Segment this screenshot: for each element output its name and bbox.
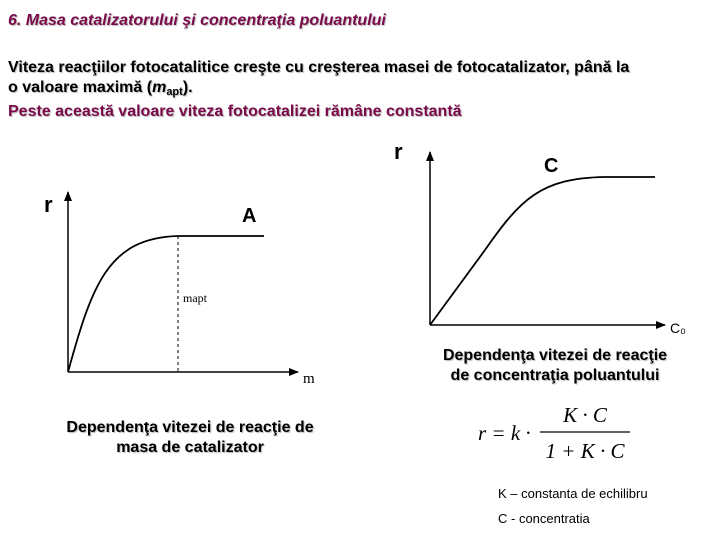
body-line-2-subscript: apt <box>166 86 183 98</box>
caption-graph-a-line1: Dependenţa vitezei de reacţie de <box>66 419 314 436</box>
graph-c-curve-label: C <box>544 155 559 177</box>
caption-graph-a <box>40 418 340 458</box>
formula-denominator: 1 + K · C <box>545 439 625 463</box>
graph-a-y-label: r <box>44 192 53 217</box>
body-line-3: Peste această valoare viteza fotocatalizei rămâne constantă <box>8 103 462 120</box>
graph-c-x-label: C₀ <box>670 320 686 336</box>
body-line-2-suffix: ). <box>182 79 193 96</box>
graph-c-y-label: r <box>394 139 403 164</box>
graph-a-curve-label: A <box>242 205 257 227</box>
legend-c: C - concentratia <box>498 511 590 526</box>
graph-a-mapt-label: mapt <box>183 291 207 305</box>
caption-graph-a-line2: masa de catalizator <box>116 439 264 456</box>
caption-graph-c-line1: Dependenţa vitezei de reacţie <box>442 347 668 364</box>
body-line-2-prefix: o valoare maximă ( <box>8 79 153 96</box>
legend-k: K – constanta de echilibru <box>498 486 648 501</box>
caption-graph-c-line2: de concentraţia poluantului <box>450 367 660 384</box>
rate-formula <box>470 398 670 468</box>
body-line-2-variable: m <box>152 79 167 96</box>
formula-lhs: r = k · <box>478 421 531 445</box>
slide-title: 6. Masa catalizatorului şi concentraţia poluantului <box>8 12 386 29</box>
formula-numerator: K · C <box>563 403 607 427</box>
body-line-1: Viteza reacţiilor fotocatalitice creşte cu creşterea masei de fotocatalizator, până la <box>8 59 630 76</box>
graph-c-curve <box>430 177 655 325</box>
graph-a-x-label: m <box>303 371 315 387</box>
caption-graph-c <box>420 346 690 386</box>
